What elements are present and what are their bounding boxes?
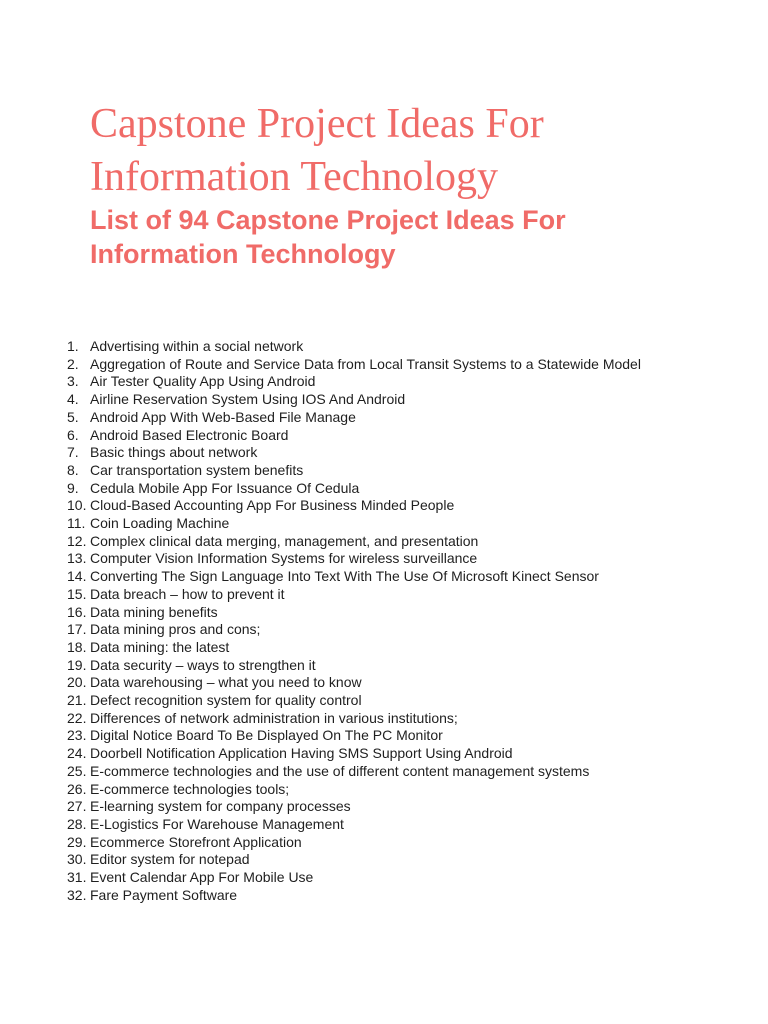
list-item-number: 8. — [67, 461, 79, 478]
list-item-number: 18. — [67, 638, 87, 655]
list-item — [0, 816, 700, 834]
list-item-text: Android App With Web-Based File Manage — [90, 408, 356, 425]
list-item-text: Cloud-Based Accounting App For Business Minded People — [90, 497, 455, 514]
list-item-text: Converting The Sign Language Into Text With The Use Of Microsoft Kinect Sensor — [90, 568, 599, 585]
list-item — [0, 497, 700, 515]
list-item — [0, 356, 700, 374]
list-item-text: Digital Notice Board To Be Displayed On The PC Monitor — [90, 727, 443, 744]
list-item — [0, 745, 700, 763]
list-item-text: Data mining pros and cons; — [90, 621, 261, 638]
list-item-number: 11. — [67, 515, 86, 532]
list-item — [0, 674, 700, 692]
list-item-text: Aggregation of Route and Service Data from Local Transit Systems to a Statewide Model — [90, 355, 641, 372]
list-item-text: Car transportation system benefits — [90, 461, 304, 478]
list-item-text: Advertising within a social network — [90, 338, 304, 354]
list-item — [0, 480, 700, 498]
list-item — [0, 373, 700, 391]
list-item — [0, 657, 700, 675]
list-item-text: Computer Vision Information Systems for wireless surveillance — [90, 550, 478, 567]
list-item-text: Data breach – how to prevent it — [90, 585, 285, 602]
list-item — [0, 692, 700, 710]
list-item-number: 20. — [67, 674, 87, 691]
list-item-number: 14. — [67, 568, 87, 585]
list-item-text: Android Based Electronic Board — [90, 426, 289, 443]
list-item-number: 22. — [67, 709, 87, 726]
list-item — [0, 781, 700, 799]
page-subtitle: List of 94 Capstone Project Ideas For Information Technology — [90, 205, 566, 269]
list-item-text: Data mining benefits — [90, 603, 218, 620]
list-item-text: Basic things about network — [90, 444, 258, 461]
list-item-number: 31. — [67, 869, 87, 886]
list-item-text: Ecommerce Storefront Application — [90, 833, 302, 850]
list-item — [0, 869, 700, 887]
list-item-number: 10. — [67, 497, 87, 514]
list-item-text: Air Tester Quality App Using Android — [90, 373, 316, 390]
list-item — [0, 550, 700, 568]
list-item-number: 19. — [67, 656, 87, 673]
list-item — [0, 586, 700, 604]
list-item — [0, 444, 700, 462]
list-item-number: 17. — [67, 621, 87, 638]
list-item-number: 25. — [67, 762, 87, 779]
list-item-text: Data warehousing – what you need to know — [90, 674, 362, 691]
list-item-text: Cedula Mobile App For Issuance Of Cedula — [90, 479, 360, 496]
list-item — [0, 798, 700, 816]
list-item — [0, 462, 700, 480]
list-item-number: 30. — [67, 851, 87, 868]
list-item-number: 15. — [67, 585, 87, 602]
list-item-text: Data mining: the latest — [90, 638, 230, 655]
list-item — [0, 391, 700, 409]
list-item — [0, 763, 700, 781]
list-item-text: Coin Loading Machine — [90, 515, 230, 532]
list-item-number: 28. — [67, 815, 87, 832]
list-item — [0, 568, 700, 586]
list-item-number: 27. — [67, 798, 87, 815]
list-item-number: 5. — [67, 408, 79, 425]
list-item-text: Doorbell Notification Application Having SMS Support Using Android — [90, 745, 513, 762]
list-item-number: 32. — [67, 886, 87, 903]
list-item-number: 16. — [67, 603, 87, 620]
list-item-text: Complex clinical data merging, management, and presentation — [90, 532, 479, 549]
list-item-text: Editor system for notepad — [90, 851, 250, 868]
list-item-number: 13. — [67, 550, 87, 567]
page-title: Capstone Project Ideas For Information Technology — [90, 101, 544, 200]
list-item — [0, 887, 700, 905]
list-item-text: E-commerce technologies tools; — [90, 780, 290, 797]
list-item-number: 4. — [67, 391, 79, 408]
list-item-number: 6. — [67, 426, 79, 443]
list-item-text: E-Logistics For Warehouse Management — [90, 815, 344, 832]
list-item-text: E-learning system for company processes — [90, 798, 351, 815]
list-item — [0, 338, 700, 356]
list-item-number: 3. — [67, 373, 79, 390]
list-item-text: Fare Payment Software — [90, 886, 238, 903]
list-item-number: 12. — [67, 532, 87, 549]
list-item — [0, 727, 700, 745]
list-item — [0, 834, 700, 852]
list-item-text: E-commerce technologies and the use of different content management systems — [90, 762, 590, 779]
list-item-text: Event Calendar App For Mobile Use — [90, 869, 314, 886]
list-item — [0, 851, 700, 869]
list-item-number: 21. — [67, 692, 87, 709]
list-item-number: 7. — [67, 444, 79, 461]
list-item-text: Defect recognition system for quality control — [90, 692, 362, 709]
list-item-number: 29. — [67, 833, 87, 850]
list-item-number: 2. — [67, 355, 79, 372]
list-item — [0, 639, 700, 657]
list-item-text: Airline Reservation System Using IOS And Android — [90, 391, 406, 408]
list-item — [0, 409, 700, 427]
list-item — [0, 427, 700, 445]
list-item — [0, 515, 700, 533]
ideas-list — [0, 338, 700, 905]
list-item-text: Data security – ways to strengthen it — [90, 656, 316, 673]
list-item-text: Differences of network administration in various institutions; — [90, 709, 458, 726]
list-item-number: 24. — [67, 745, 87, 762]
list-item-number: 1. — [67, 338, 79, 354]
list-item — [0, 621, 700, 639]
list-item-number: 9. — [67, 479, 79, 496]
list-item-number: 26. — [67, 780, 87, 797]
list-item — [0, 533, 700, 551]
list-item — [0, 710, 700, 728]
list-item — [0, 604, 700, 622]
list-item-number: 23. — [67, 727, 87, 744]
